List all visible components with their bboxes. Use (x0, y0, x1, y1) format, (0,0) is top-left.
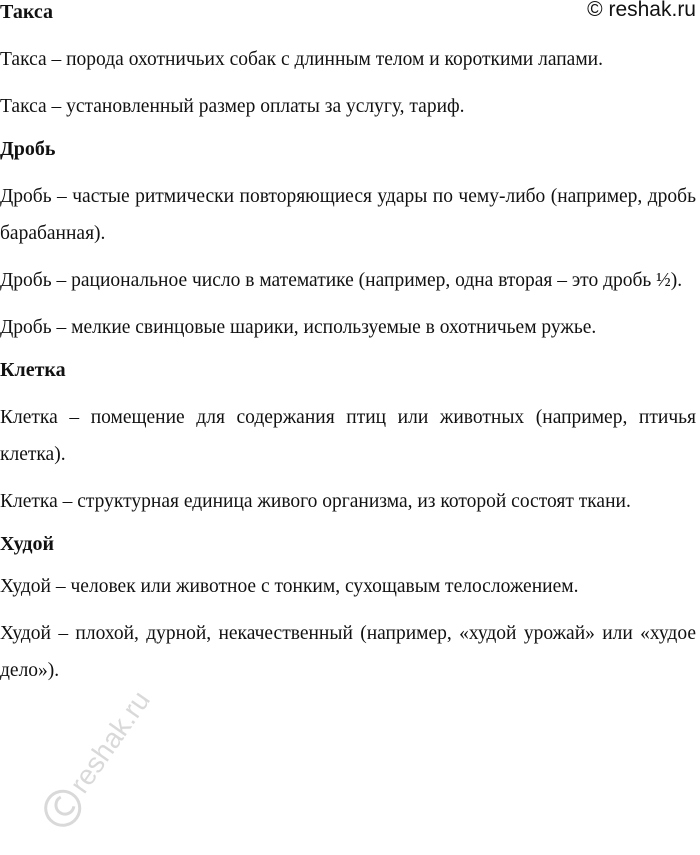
section-heading: Дробь (0, 138, 56, 160)
definition-paragraph: Клетка – помещение для содержания птиц или животных (например, птичья клетка). (0, 407, 696, 465)
section-heading: Клетка (0, 359, 66, 381)
copyright-notice: © reshak.ru (587, 0, 696, 21)
definition-paragraph: Худой – плохой, дурной, некачественный (например, «худой урожай» или «худое дело»). (0, 623, 696, 681)
definition-paragraph: Такса – порода охотничьих собак с длинным телом и короткими лапами. (0, 49, 603, 70)
definition-paragraph: Дробь – частые ритмически повторяющиеся удары по чему-либо (например, дробь барабанная). (0, 186, 696, 244)
copyright-icon (39, 785, 86, 832)
definition-paragraph: Дробь – рациональное число в математике (например, одна вторая – это дробь ½). (0, 270, 683, 291)
definition-paragraph: Клетка – структурная единица живого организма, из которой состоят ткани. (0, 491, 631, 512)
section-heading: Такса (0, 1, 53, 23)
definition-paragraph: Худой – человек или животное с тонким, сухощавым телосложением. (0, 576, 579, 597)
section-heading: Худой (0, 533, 55, 555)
definition-paragraph: Такса – установленный размер оплаты за услугу, тариф. (0, 96, 465, 117)
watermark-text: reshak.ru (63, 685, 156, 799)
definition-paragraph: Дробь – мелкие свинцовые шарики, используемые в охотничьем ружье. (0, 317, 597, 338)
